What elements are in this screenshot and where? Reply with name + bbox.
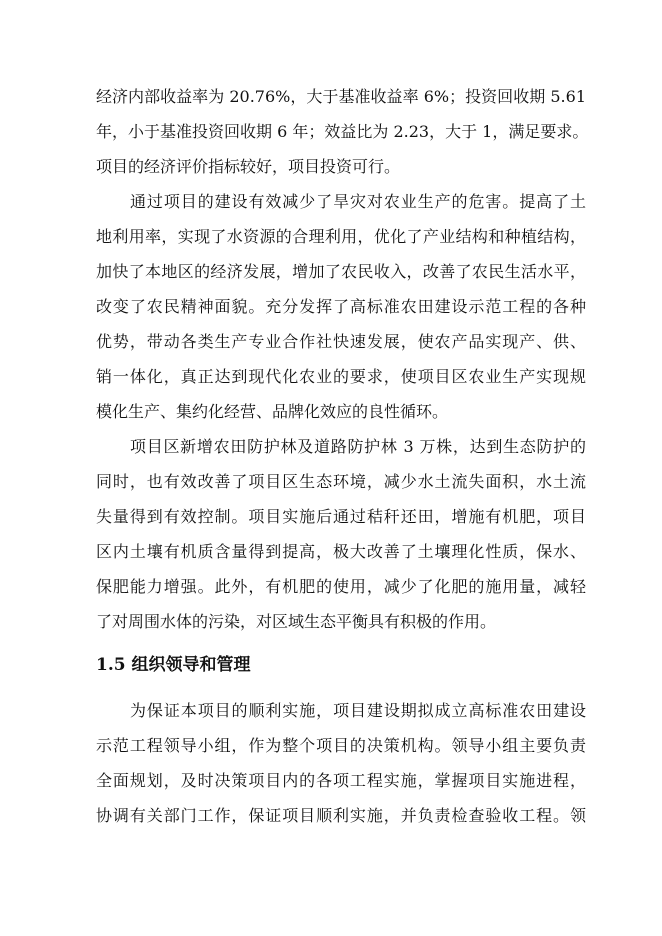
paragraph-line: 区内土壤有机质含量得到提高，极大改善了土壤理化性质，保水、 [96, 542, 586, 561]
paragraph-line: 失量得到有效控制。项目实施后通过秸秆还田，增施有机肥，项目 [96, 507, 586, 526]
paragraph-line: 经济内部收益率为 20.76%，大于基准收益率 6%；投资回收期 5.61 [96, 87, 586, 106]
paragraph-line: 通过项目的建设有效减少了旱灾对农业生产的危害。提高了土 [130, 192, 586, 211]
paragraph-line: 模化生产、集约化经营、品牌化效应的良性循环。 [96, 402, 449, 421]
paragraph-line: 销一体化，真正达到现代化农业的要求，使项目区农业生产实现规 [96, 367, 586, 386]
paragraph-line: 改变了农民精神面貌。充分发挥了高标准农田建设示范工程的各种 [96, 297, 586, 316]
paragraph-line: 协调有关部门工作，保证项目顺利实施，并负责检查验收工程。领 [96, 806, 586, 825]
paragraph-line: 为保证本项目的顺利实施，项目建设期拟成立高标准农田建设 [130, 701, 586, 720]
paragraph-line: 优势，带动各类生产专业合作社快速发展，使农产品实现产、供、 [96, 332, 586, 351]
paragraph-line: 地利用率，实现了水资源的合理利用，优化了产业结构和种植结构， [96, 227, 586, 246]
paragraph-line: 项目区新增农田防护林及道路防护林 3 万株，达到生态防护的 [130, 437, 586, 456]
paragraph-line: 年，小于基准投资回收期 6 年；效益比为 2.23，大于 1，满足要求。 [96, 122, 589, 141]
paragraph-line: 同时，也有效改善了项目区生态环境，减少水土流失面积，水土流 [96, 472, 586, 491]
section-heading: 1.5 组织领导和管理 [96, 655, 251, 675]
paragraph-line: 加快了本地区的经济发展，增加了农民收入，改善了农民生活水平， [96, 262, 586, 281]
paragraph-line: 保肥能力增强。此外，有机肥的使用，减少了化肥的施用量，减轻 [96, 577, 586, 596]
paragraph-line: 项目的经济评价指标较好，项目投资可行。 [96, 157, 401, 176]
paragraph-line: 了对周围水体的污染，对区域生态平衡具有积极的作用。 [96, 612, 497, 631]
paragraph-line: 示范工程领导小组，作为整个项目的决策机构。领导小组主要负责 [96, 736, 586, 755]
paragraph-line: 全面规划，及时决策项目内的各项工程实施，掌握项目实施进程， [96, 771, 586, 790]
